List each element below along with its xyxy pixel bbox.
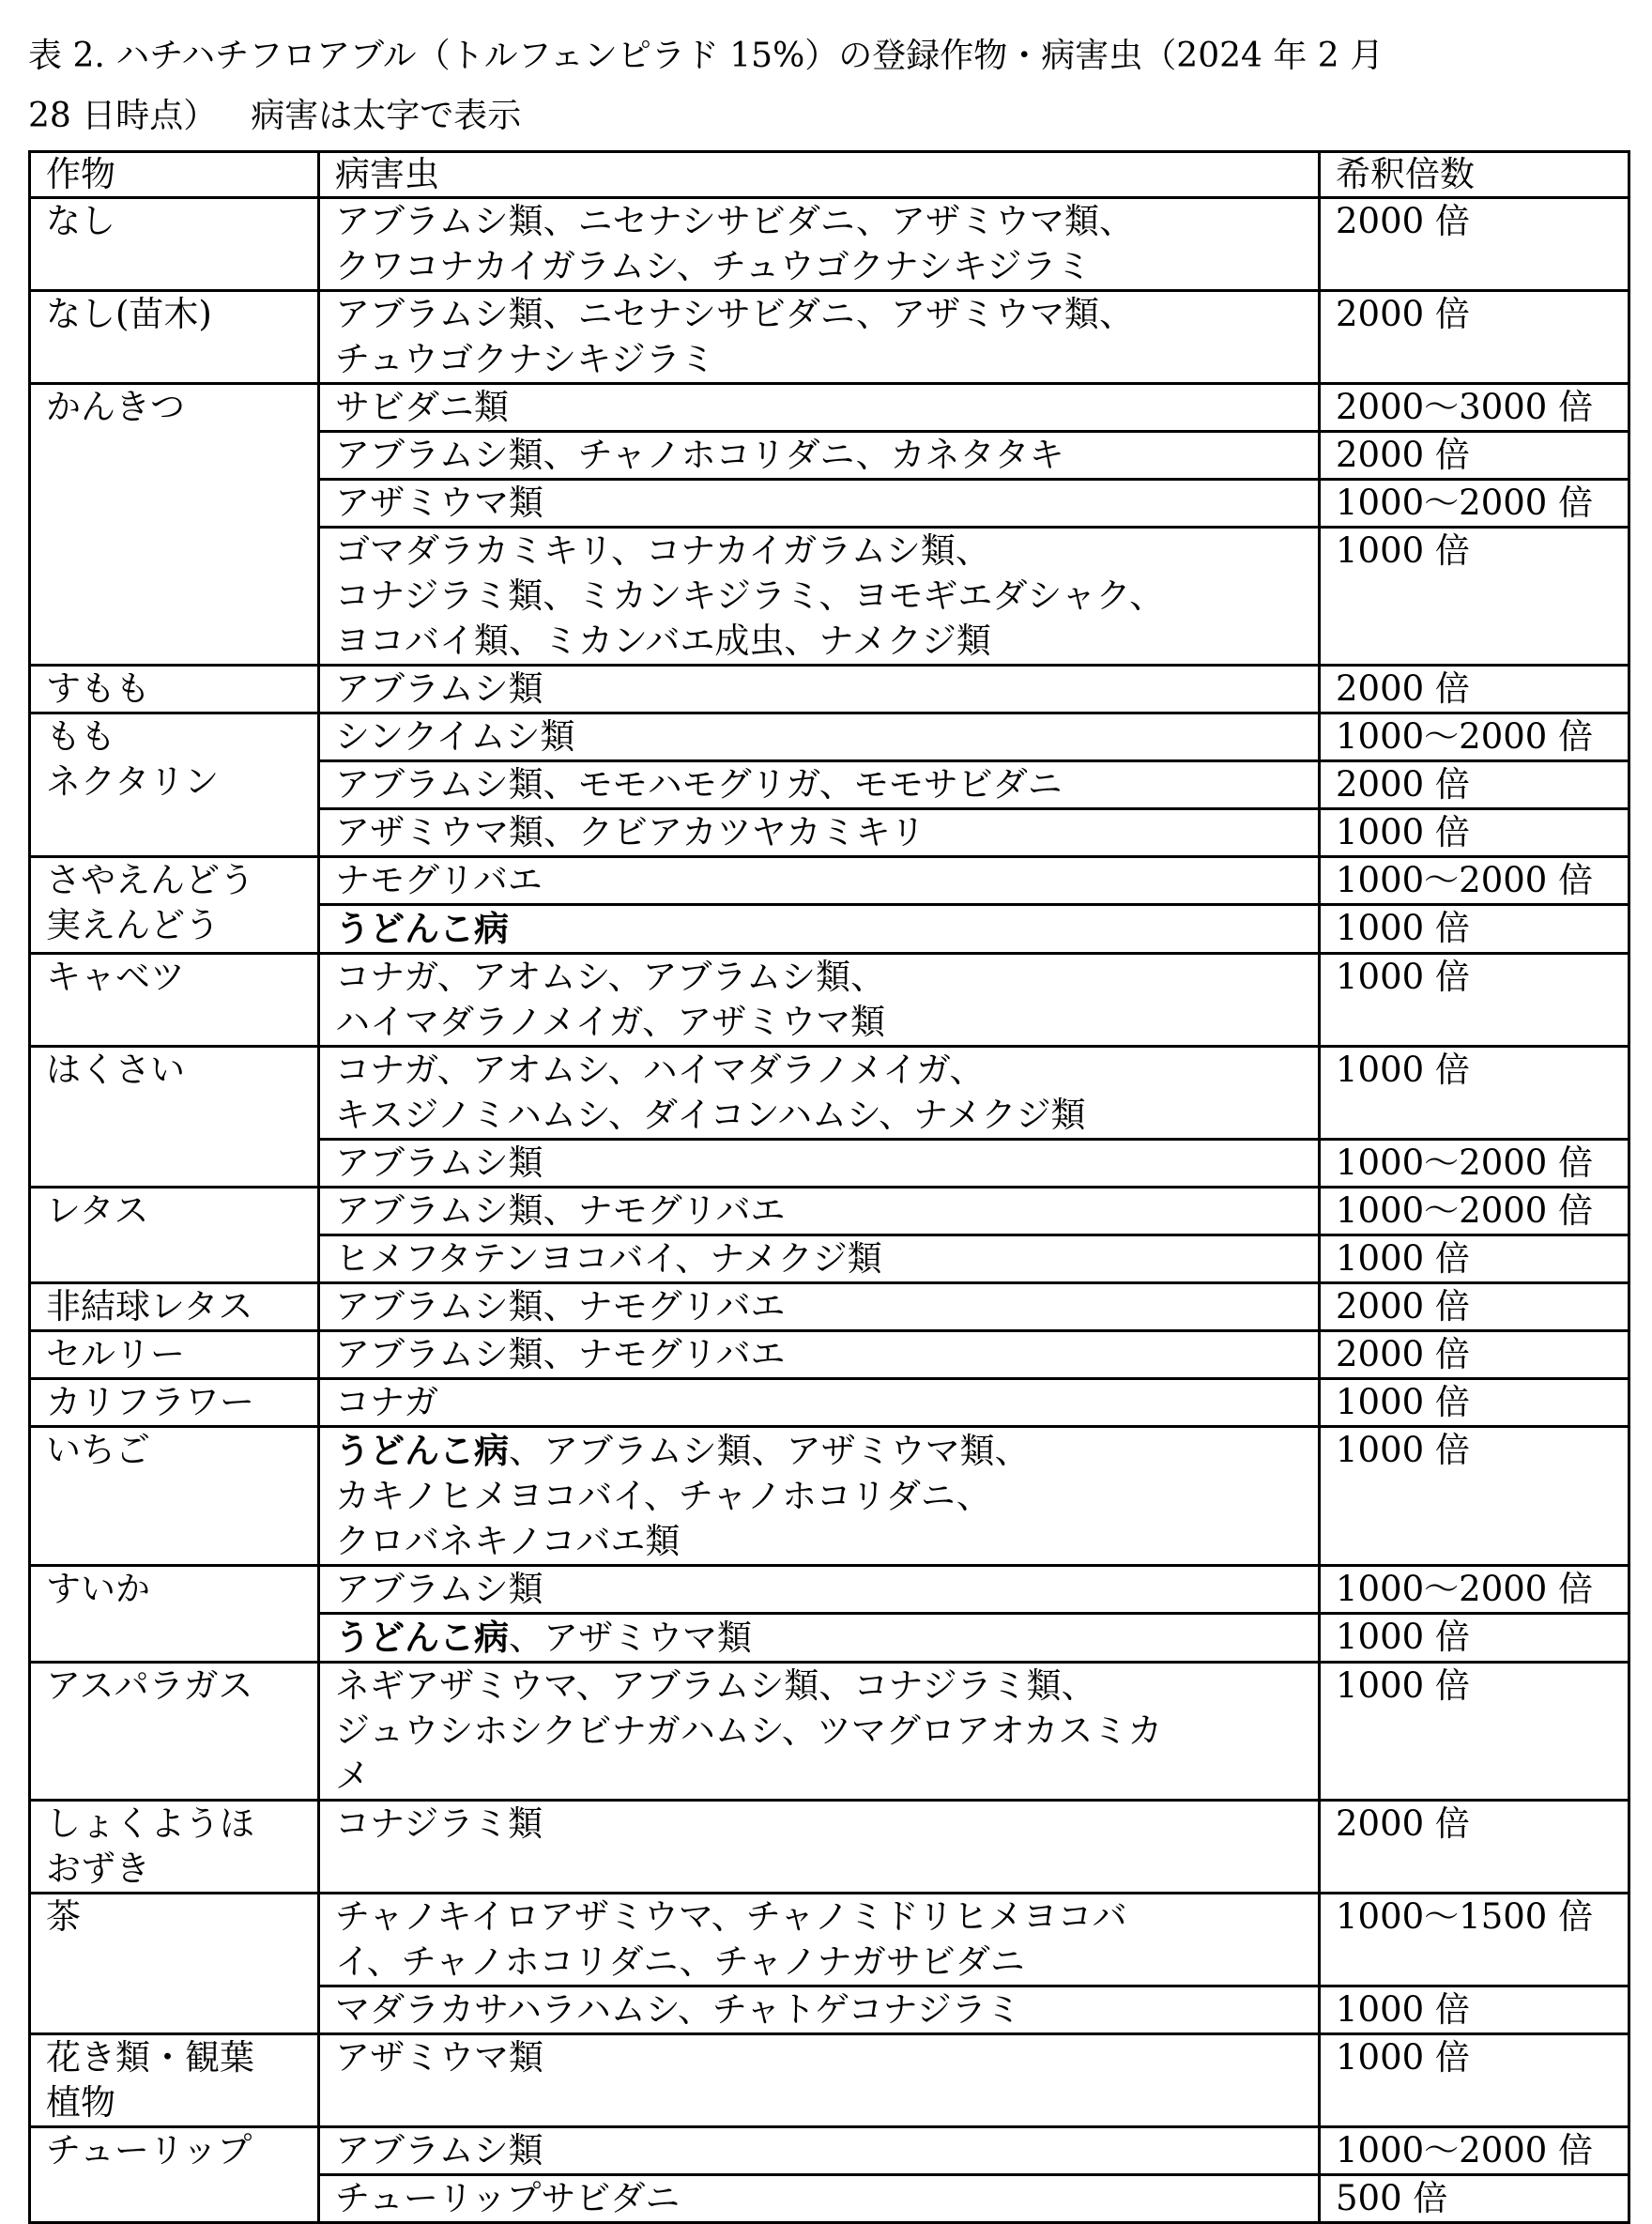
- table-header-row: [30, 152, 1629, 198]
- pest-text: アブラムシ類: [335, 1569, 543, 1609]
- pest-cell: [319, 666, 1320, 713]
- pest-cell: [319, 1614, 1320, 1663]
- pest-text: アブラムシ類、ナモグリバエ: [335, 1190, 786, 1231]
- crop-cell: レタス: [30, 1188, 319, 1283]
- pest-text: コナガ: [335, 1382, 439, 1422]
- dilution-rate-cell: 1000 倍: [1320, 1235, 1629, 1283]
- table-row: [30, 954, 1629, 1047]
- pest-cell: [319, 713, 1320, 761]
- header-crop: 作物: [30, 152, 319, 198]
- table-row: [30, 384, 1629, 432]
- crop-cell: アスパラガス: [30, 1663, 319, 1801]
- pest-text: チューリップサビダニ: [335, 2178, 681, 2218]
- dilution-rate-cell: 1000〜2000 倍: [1320, 713, 1629, 761]
- disease-name: うどんこ病: [335, 1617, 509, 1658]
- table-row: [30, 1427, 1629, 1566]
- pest-cell: [319, 480, 1320, 528]
- pest-cell: [319, 1140, 1320, 1188]
- pest-cell: [319, 857, 1320, 905]
- pest-cell: [319, 432, 1320, 480]
- pest-text: アブラムシ類、ナモグリバエ: [335, 1334, 786, 1374]
- pest-text: アブラムシ類: [335, 1143, 543, 1183]
- dilution-rate-cell: 1000 倍: [1320, 954, 1629, 1047]
- crop-cell: なし(苗木): [30, 291, 319, 384]
- dilution-rate-cell: 2000 倍: [1320, 1801, 1629, 1894]
- crop-cell: 非結球レタス: [30, 1283, 319, 1331]
- pest-cell: [319, 528, 1320, 666]
- dilution-rate-cell: 1000〜2000 倍: [1320, 1140, 1629, 1188]
- pest-text: ネギアザミウマ、アブラムシ類、コナジラミ類、 ジュウシホシクビナガハムシ、ツマグロアオカスミカ メ: [335, 1665, 1163, 1796]
- dilution-rate-cell: 2000 倍: [1320, 198, 1629, 291]
- pest-cell: [319, 1283, 1320, 1331]
- dilution-rate-cell: 500 倍: [1320, 2175, 1629, 2223]
- pest-cell: [319, 1894, 1320, 1986]
- caption-date: 28 日時点）: [28, 97, 218, 135]
- table-row: [30, 1566, 1629, 1614]
- crop-cell: しょくようほ おずき: [30, 1801, 319, 1894]
- pest-cell: [319, 1663, 1320, 1801]
- table-row: [30, 1283, 1629, 1331]
- pest-cell: [319, 761, 1320, 809]
- table-row: [30, 2127, 1629, 2175]
- header-pest: 病害虫: [319, 152, 1320, 198]
- pest-cell: [319, 809, 1320, 857]
- pest-cell: [319, 1235, 1320, 1283]
- dilution-rate-cell: 1000〜2000 倍: [1320, 1566, 1629, 1614]
- table-row: [30, 1331, 1629, 1379]
- pest-text: アブラムシ類、ニセナシサビダニ、アザミウマ類、 クワコナカイガラムシ、チュウゴクナシキジラミ: [335, 201, 1134, 286]
- caption-line-1: 表 2. ハチハチフロアブル（トルフェンピラド 15%）の登録作物・病害虫（2024 年 2 月: [28, 37, 1384, 75]
- pest-cell: [319, 1047, 1320, 1140]
- pest-cell: [319, 2034, 1320, 2127]
- disease-name: うどんこ病: [335, 908, 509, 949]
- crop-cell: すもも: [30, 666, 319, 713]
- pest-cell: [319, 1986, 1320, 2034]
- pest-text: アブラムシ類: [335, 668, 543, 709]
- caption-note: 病害は太字で表示: [251, 97, 522, 135]
- pest-cell: [319, 198, 1320, 291]
- table-row: [30, 1379, 1629, 1427]
- pest-text: コナガ、アオムシ、ハイマダラノメイガ、 キスジノミハムシ、ダイコンハムシ、ナメクジ類: [335, 1050, 1086, 1135]
- disease-name: うどんこ病: [335, 1430, 509, 1471]
- pest-text: アブラムシ類、モモハモグリガ、モモサビダニ: [335, 764, 1063, 805]
- pest-cell: [319, 2127, 1320, 2175]
- pest-text: マダラカサハラハムシ、チャトゲコナジラミ: [335, 1989, 1021, 2030]
- pest-text: シンクイムシ類: [335, 716, 575, 757]
- pest-cell: [319, 1801, 1320, 1894]
- crop-cell: はくさい: [30, 1047, 319, 1188]
- crop-cell: なし: [30, 198, 319, 291]
- crop-cell: いちご: [30, 1427, 319, 1566]
- pest-text: アザミウマ類: [335, 2037, 543, 2078]
- table-row: [30, 1188, 1629, 1235]
- pest-text: ヒメフタテンヨコバイ、ナメクジ類: [335, 1238, 882, 1279]
- crop-cell: チューリップ: [30, 2127, 319, 2223]
- pest-text: アザミウマ類、クビアカツヤカミキリ: [335, 812, 925, 852]
- table-row: [30, 1047, 1629, 1140]
- pest-cell: [319, 1566, 1320, 1614]
- pest-text: コナジラミ類: [335, 1803, 543, 1844]
- table-row: [30, 857, 1629, 905]
- pest-text: アブラムシ類、ナモグリバエ: [335, 1286, 786, 1327]
- pest-text: サビダニ類: [335, 387, 509, 427]
- crop-cell: カリフラワー: [30, 1379, 319, 1427]
- dilution-rate-cell: 2000 倍: [1320, 432, 1629, 480]
- dilution-rate-cell: 1000〜2000 倍: [1320, 480, 1629, 528]
- table-row: [30, 291, 1629, 384]
- pest-text: 、アブラムシ類、アザミウマ類、 カキノヒメヨコバイ、チャノホコリダニ、 クロバネキノコバエ類: [335, 1431, 1030, 1561]
- crop-cell: さやえんどう 実えんどう: [30, 857, 319, 954]
- crop-cell: 花き類・観葉 植物: [30, 2034, 319, 2127]
- pest-cell: [319, 1427, 1320, 1566]
- pest-cell: [319, 905, 1320, 954]
- dilution-rate-cell: 1000 倍: [1320, 528, 1629, 666]
- pest-text: アブラムシ類: [335, 2130, 543, 2170]
- crop-cell: かんきつ: [30, 384, 319, 666]
- dilution-rate-cell: 1000 倍: [1320, 1663, 1629, 1801]
- dilution-rate-cell: 1000 倍: [1320, 905, 1629, 954]
- dilution-rate-cell: 1000〜2000 倍: [1320, 1188, 1629, 1235]
- dilution-rate-cell: 1000 倍: [1320, 1427, 1629, 1566]
- table-row: [30, 2034, 1629, 2127]
- dilution-rate-cell: 2000 倍: [1320, 291, 1629, 384]
- caption-line-2: [28, 86, 1628, 146]
- dilution-rate-cell: 1000 倍: [1320, 809, 1629, 857]
- dilution-rate-cell: 1000〜1500 倍: [1320, 1894, 1629, 1986]
- dilution-rate-cell: 1000〜2000 倍: [1320, 857, 1629, 905]
- dilution-rate-cell: 2000〜3000 倍: [1320, 384, 1629, 432]
- table-row: [30, 198, 1629, 291]
- registration-table: [28, 150, 1630, 2224]
- dilution-rate-cell: 1000 倍: [1320, 1614, 1629, 1663]
- pest-cell: [319, 954, 1320, 1047]
- dilution-rate-cell: 2000 倍: [1320, 666, 1629, 713]
- table-row: [30, 1894, 1629, 1986]
- table-row: [30, 713, 1629, 761]
- table-body: [30, 152, 1629, 2223]
- header-rate: 希釈倍数: [1320, 152, 1629, 198]
- pest-text: コナガ、アオムシ、アブラムシ類、 ハイマダラノメイガ、アザミウマ類: [335, 957, 886, 1042]
- table-row: [30, 1663, 1629, 1801]
- dilution-rate-cell: 2000 倍: [1320, 1331, 1629, 1379]
- pest-cell: [319, 1188, 1320, 1235]
- crop-cell: すいか: [30, 1566, 319, 1663]
- dilution-rate-cell: 1000 倍: [1320, 1047, 1629, 1140]
- pest-text: 、アザミウマ類: [509, 1618, 752, 1658]
- pest-text: アザミウマ類: [335, 483, 543, 523]
- crop-cell: キャベツ: [30, 954, 319, 1047]
- pest-cell: [319, 1331, 1320, 1379]
- pest-cell: [319, 291, 1320, 384]
- pest-text: アブラムシ類、ニセナシサビダニ、アザミウマ類、 チュウゴクナシキジラミ: [335, 294, 1134, 379]
- pest-cell: [319, 1379, 1320, 1427]
- dilution-rate-cell: 1000 倍: [1320, 1379, 1629, 1427]
- pest-text: ゴマダラカミキリ、コナカイガラムシ類、 コナジラミ類、ミカンキジラミ、ヨモギエダシャク、 ヨコバイ類、ミカンバエ成虫、ナメクジ類: [335, 530, 1165, 661]
- crop-cell: 茶: [30, 1894, 319, 2034]
- dilution-rate-cell: 1000 倍: [1320, 1986, 1629, 2034]
- table-row: [30, 666, 1629, 713]
- crop-cell: セルリー: [30, 1331, 319, 1379]
- dilution-rate-cell: 1000〜2000 倍: [1320, 2127, 1629, 2175]
- pest-text: ナモグリバエ: [335, 860, 543, 900]
- dilution-rate-cell: 2000 倍: [1320, 761, 1629, 809]
- crop-cell: もも ネクタリン: [30, 713, 319, 857]
- dilution-rate-cell: 2000 倍: [1320, 1283, 1629, 1331]
- table-row: [30, 1801, 1629, 1894]
- table-caption: [28, 26, 1628, 146]
- pest-text: チャノキイロアザミウマ、チャノミドリヒメヨコバ イ、チャノホコリダニ、チャノナガサビダニ: [335, 1896, 1127, 1982]
- pest-cell: [319, 384, 1320, 432]
- dilution-rate-cell: 1000 倍: [1320, 2034, 1629, 2127]
- pest-text: アブラムシ類、チャノホコリダニ、カネタタキ: [335, 435, 1064, 475]
